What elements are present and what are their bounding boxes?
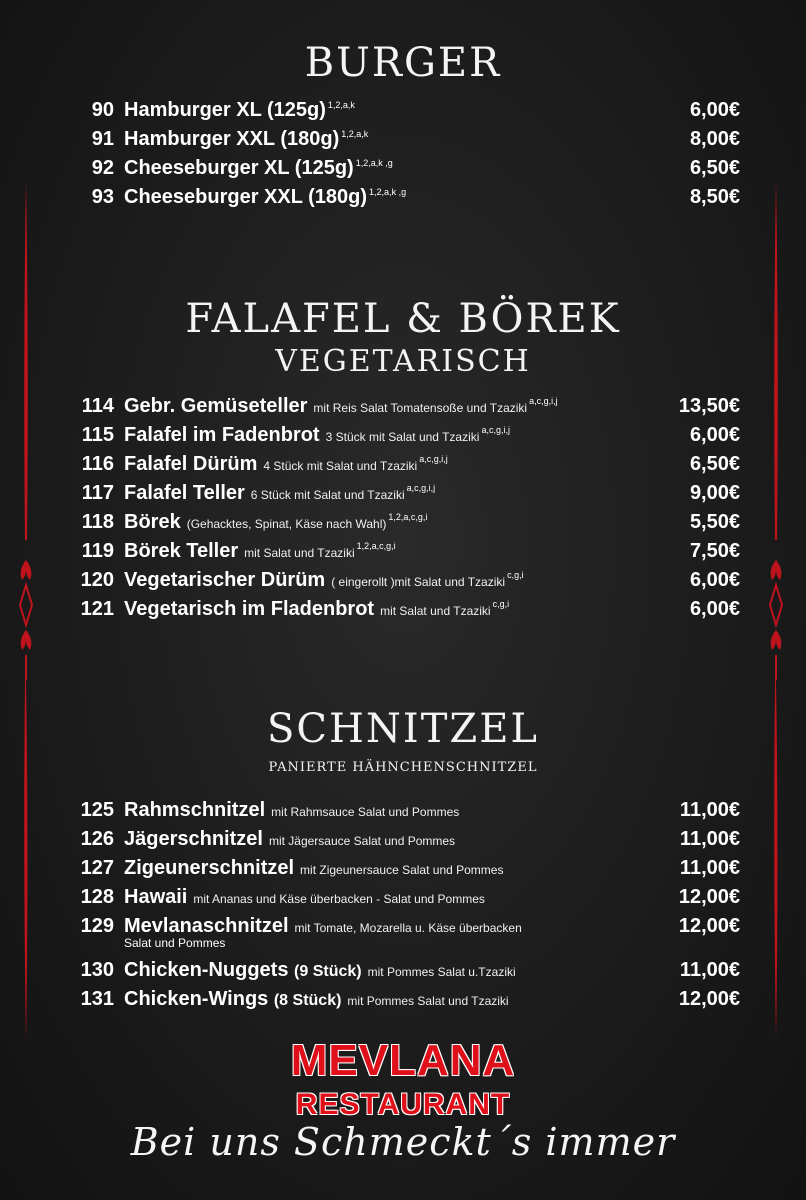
section-title-schnitzel: SCHNITZEL (267, 706, 539, 752)
item-number: 91 (91, 128, 114, 150)
allergen-codes: c,g,i (507, 570, 524, 581)
item-name: Gebr. Gemüseteller (124, 395, 308, 417)
item-description: mit Salat und Tzaziki (380, 604, 491, 618)
item-portion: (9 Stück) (294, 963, 362, 980)
item-name-wrap (124, 566, 524, 597)
item-price: 6,00€ (689, 99, 740, 121)
item-price: 6,50€ (689, 453, 740, 475)
allergen-codes: a,c,g,i,j (419, 454, 448, 465)
item-name-wrap (124, 537, 396, 568)
item-number: 130 (80, 959, 114, 981)
allergen-codes: 1,2,a,k (341, 129, 369, 140)
item-name-wrap (124, 985, 509, 1016)
item-name: Rahmschnitzel (124, 799, 266, 821)
item-description: (Gehacktes, Spinat, Käse nach Wahl) (186, 517, 387, 531)
menu-item (72, 479, 740, 508)
brand-subtitle: RESTAURANT (295, 1088, 511, 1121)
item-number: 121 (80, 598, 114, 620)
item-description: mit Reis Salat Tomatensoße und Tzaziki (313, 401, 528, 415)
item-name-wrap (124, 796, 459, 827)
item-price: 6,00€ (689, 569, 740, 591)
section-title-falafel: FALAFEL & BÖREK (185, 296, 621, 342)
menu-item (72, 392, 740, 421)
allergen-codes: 1,2,a,k (327, 100, 355, 111)
item-price: 11,00€ (679, 959, 740, 981)
item-name: Börek (124, 511, 181, 533)
item-name: Jägerschnitzel (124, 828, 263, 850)
item-price: 11,00€ (679, 857, 740, 879)
item-name: Cheeseburger XL (125g) (124, 157, 354, 179)
item-name-wrap (124, 125, 368, 154)
item-price: 8,00€ (689, 128, 740, 150)
menu-item (72, 183, 740, 212)
item-description: mit Salat und Tzaziki (244, 546, 355, 560)
item-number: 125 (80, 799, 114, 821)
item-number: 127 (80, 857, 114, 879)
menu-item (72, 537, 740, 566)
menu-item (72, 566, 740, 595)
menu-item (72, 595, 740, 624)
item-number: 129 (80, 915, 114, 937)
allergen-codes: c,g,i (492, 599, 510, 610)
item-price: 9,00€ (689, 482, 740, 504)
section-title-burger: BURGER (304, 40, 502, 86)
item-name-wrap (124, 154, 393, 183)
item-price: 8,50€ (689, 186, 740, 208)
item-number: 118 (81, 511, 114, 533)
item-number: 131 (80, 988, 114, 1010)
item-name: Falafel Dürüm (124, 453, 258, 475)
item-name-wrap (124, 450, 448, 481)
allergen-codes: a,c,g,i,j (481, 425, 510, 436)
item-name: Hamburger XL (125g) (124, 99, 326, 121)
brand-name: MEVLANA (290, 1036, 516, 1085)
item-name: Chicken-Wings (124, 988, 269, 1010)
item-number: 93 (91, 186, 114, 208)
item-description: 4 Stück mit Salat und Tzaziki (263, 459, 418, 473)
section-subtitle-falafel: VEGETARISCH (275, 344, 531, 379)
item-price: 12,00€ (678, 915, 740, 937)
item-portion: (8 Stück) (273, 992, 342, 1009)
item-price: 5,50€ (689, 511, 740, 533)
item-price: 11,00€ (679, 828, 740, 850)
allergen-codes: 1,2,a,c,g,i (356, 541, 396, 552)
item-description: mit Rahmsauce Salat und Pommes (271, 805, 460, 819)
item-number: 120 (80, 569, 114, 591)
item-name-wrap (124, 96, 355, 125)
item-number: 92 (91, 157, 114, 179)
falafel-list (72, 392, 740, 624)
menu-item (72, 96, 740, 125)
menu-item (72, 883, 740, 912)
item-description: 3 Stück mit Salat und Tzaziki (325, 430, 480, 444)
item-name: Mevlanaschnitzel (124, 915, 289, 937)
item-number: 114 (81, 395, 114, 417)
item-description: mit Tomate, Mozarella u. Käse überbacken (294, 921, 522, 935)
item-name: Hawaii (124, 886, 188, 908)
item-number: 115 (81, 424, 114, 446)
item-name-wrap (124, 392, 558, 423)
item-name-wrap (124, 825, 455, 856)
item-name: Falafel Teller (124, 482, 245, 504)
menu-item (72, 154, 740, 183)
item-price: 13,50€ (678, 395, 740, 417)
item-name: Vegetarischer Dürüm (124, 569, 326, 591)
item-name: Vegetarisch im Fladenbrot (124, 598, 375, 620)
menu-item (72, 985, 740, 1014)
burger-list (72, 96, 740, 212)
item-price: 6,00€ (689, 598, 740, 620)
item-price: 11,00€ (679, 799, 740, 821)
item-price: 6,00€ (689, 424, 740, 446)
item-name: Falafel im Fadenbrot (124, 424, 320, 446)
menu-item (72, 125, 740, 154)
item-number: 128 (80, 886, 114, 908)
item-name-wrap (124, 854, 503, 885)
item-description: mit Jägersauce Salat und Pommes (268, 834, 456, 848)
item-name-wrap (124, 183, 406, 212)
allergen-codes: 1,2,a,k ,g (369, 187, 407, 198)
item-number: 116 (81, 453, 114, 475)
item-price: 7,50€ (689, 540, 740, 562)
item-name-wrap (124, 883, 485, 914)
item-name: Zigeunerschnitzel (124, 857, 295, 879)
schnitzel-list (72, 796, 740, 1014)
menu-item (72, 421, 740, 450)
item-price: 12,00€ (678, 988, 740, 1010)
menu-item (72, 854, 740, 883)
menu-item (72, 796, 740, 825)
item-description: mit Zigeunersauce Salat und Pommes (300, 863, 504, 877)
allergen-codes: 1,2,a,k ,g (355, 158, 393, 169)
menu-item (72, 508, 740, 537)
item-name: Börek Teller (124, 540, 239, 562)
item-description: 6 Stück mit Salat und Tzaziki (250, 488, 405, 502)
item-description: mit Ananas und Käse überbacken - Salat und Pommes (193, 892, 485, 906)
item-name: Chicken-Nuggets (124, 959, 289, 981)
section-subtitle-schnitzel: PANIERTE HÄHNCHENSCHNITZEL (268, 760, 538, 775)
allergen-codes: 1,2,a,c,g,i (388, 512, 428, 523)
brand-slogan: Bei uns Schmeckt´s immer (130, 1120, 676, 1164)
item-name-wrap (124, 956, 516, 987)
item-description: mit Pommes Salat u.Tzaziki (367, 965, 516, 979)
item-name: Cheeseburger XXL (180g) (124, 186, 368, 208)
item-number: 117 (81, 482, 114, 504)
item-name-wrap (124, 479, 435, 510)
item-name-wrap (124, 508, 427, 539)
menu-item (72, 450, 740, 479)
item-number: 126 (80, 828, 114, 850)
item-price: 12,00€ (678, 886, 740, 908)
menu-item (72, 825, 740, 854)
item-description-line2: Salat und Pommes (124, 936, 226, 950)
item-name-wrap (124, 421, 510, 452)
menu-item (72, 912, 740, 956)
allergen-codes: a,c,g,i,j (529, 396, 558, 407)
menu-item (72, 956, 740, 985)
item-name: Hamburger XXL (180g) (124, 128, 340, 150)
item-name-wrap (124, 595, 509, 626)
item-description: ( eingerollt )mit Salat und Tzaziki (331, 575, 506, 589)
item-number: 90 (91, 99, 114, 121)
allergen-codes: a,c,g,i,j (406, 483, 436, 494)
item-number: 119 (81, 540, 114, 562)
item-description: mit Pommes Salat und Tzaziki (347, 994, 509, 1008)
item-price: 6,50€ (689, 157, 740, 179)
